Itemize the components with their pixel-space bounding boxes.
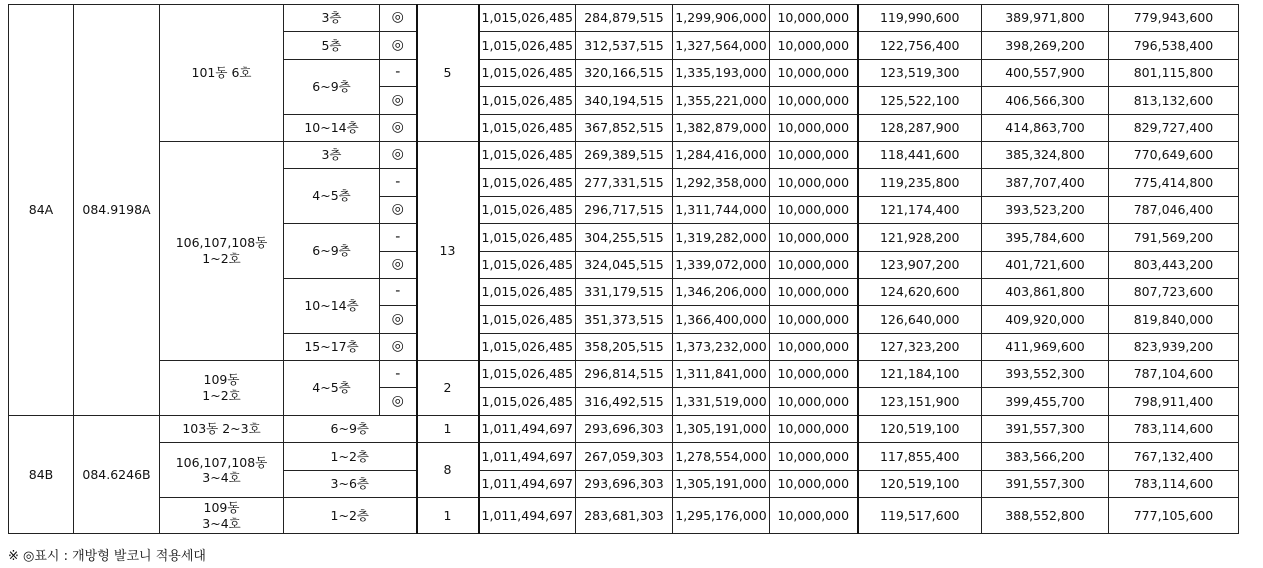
building-unit: 109동 3~4호 (160, 498, 284, 534)
floor-range: 6~9층 (284, 224, 380, 279)
balcony-mark: ◎ (380, 333, 417, 360)
price-cell: 819,840,000 (1109, 306, 1239, 333)
price-cell: 791,569,200 (1109, 224, 1239, 251)
price-cell: 120,519,100 (858, 415, 982, 442)
price-cell: 10,000,000 (770, 333, 858, 360)
balcony-mark: ◎ (380, 196, 417, 223)
price-cell: 1,015,026,485 (479, 306, 576, 333)
price-cell: 401,721,600 (982, 251, 1109, 278)
price-cell: 1,015,026,485 (479, 361, 576, 388)
price-cell: 393,523,200 (982, 196, 1109, 223)
price-cell: 779,943,600 (1109, 5, 1239, 32)
price-cell: 1,346,206,000 (673, 278, 770, 305)
price-cell: 10,000,000 (770, 470, 858, 497)
price-cell: 10,000,000 (770, 361, 858, 388)
price-cell: 783,114,600 (1109, 415, 1239, 442)
balcony-footnote: ※ ◎표시 : 개방형 발코니 적용세대 (8, 549, 206, 564)
price-cell: 10,000,000 (770, 415, 858, 442)
price-cell: 296,814,515 (576, 361, 673, 388)
price-cell: 787,104,600 (1109, 361, 1239, 388)
price-cell: 126,640,000 (858, 306, 982, 333)
price-cell: 277,331,515 (576, 169, 673, 196)
price-cell: 385,324,800 (982, 141, 1109, 168)
price-cell: 1,355,221,000 (673, 87, 770, 114)
table-row (9, 415, 1239, 442)
price-cell: 1,305,191,000 (673, 415, 770, 442)
floor-range: 15~17층 (284, 333, 380, 360)
price-cell: 1,011,494,697 (479, 443, 576, 470)
price-cell: 391,557,300 (982, 470, 1109, 497)
price-cell: 388,552,800 (982, 498, 1109, 534)
price-cell: 10,000,000 (770, 114, 858, 141)
price-cell: 1,319,282,000 (673, 224, 770, 251)
price-cell: 296,717,515 (576, 196, 673, 223)
model-code: 084.9198A (74, 5, 160, 416)
price-cell: 127,323,200 (858, 333, 982, 360)
table-row (9, 5, 1239, 32)
price-cell: 331,179,515 (576, 278, 673, 305)
price-cell: 122,756,400 (858, 32, 982, 59)
price-cell: 400,557,900 (982, 59, 1109, 86)
housing-type: 84A (9, 5, 74, 416)
price-cell: 1,015,026,485 (479, 5, 576, 32)
price-cell: 293,696,303 (576, 470, 673, 497)
price-cell: 10,000,000 (770, 87, 858, 114)
price-cell: 403,861,800 (982, 278, 1109, 305)
price-cell: 1,015,026,485 (479, 251, 576, 278)
price-cell: 1,382,879,000 (673, 114, 770, 141)
price-cell: 783,114,600 (1109, 470, 1239, 497)
price-cell: 399,455,700 (982, 388, 1109, 415)
price-cell: 1,011,494,697 (479, 415, 576, 442)
table-row (9, 443, 1239, 470)
price-cell: 1,335,193,000 (673, 59, 770, 86)
price-cell: 813,132,600 (1109, 87, 1239, 114)
floor-range: 6~9층 (284, 415, 417, 442)
unit-count: 2 (417, 361, 479, 416)
price-cell: 121,184,100 (858, 361, 982, 388)
balcony-mark: ◎ (380, 32, 417, 59)
price-cell: 777,105,600 (1109, 498, 1239, 534)
unit-count: 1 (417, 415, 479, 442)
price-cell: 121,928,200 (858, 224, 982, 251)
price-cell: 1,284,416,000 (673, 141, 770, 168)
price-cell: 395,784,600 (982, 224, 1109, 251)
building-unit: 106,107,108동 3~4호 (160, 443, 284, 498)
price-cell: 324,045,515 (576, 251, 673, 278)
balcony-mark: - (380, 224, 417, 251)
price-cell: 283,681,303 (576, 498, 673, 534)
price-cell: 796,538,400 (1109, 32, 1239, 59)
price-cell: 1,311,744,000 (673, 196, 770, 223)
price-cell: 823,939,200 (1109, 333, 1239, 360)
price-cell: 10,000,000 (770, 5, 858, 32)
price-cell: 767,132,400 (1109, 443, 1239, 470)
price-cell: 10,000,000 (770, 498, 858, 534)
price-cell: 10,000,000 (770, 443, 858, 470)
price-cell: 1,015,026,485 (479, 32, 576, 59)
price-cell: 358,205,515 (576, 333, 673, 360)
price-cell: 124,620,600 (858, 278, 982, 305)
building-unit: 106,107,108동 1~2호 (160, 141, 284, 360)
balcony-mark: ◎ (380, 5, 417, 32)
price-cell: 117,855,400 (858, 443, 982, 470)
balcony-mark: - (380, 59, 417, 86)
unit-count: 1 (417, 498, 479, 534)
price-cell: 393,552,300 (982, 361, 1109, 388)
unit-count: 13 (417, 141, 479, 360)
floor-range: 5층 (284, 32, 380, 59)
price-cell: 10,000,000 (770, 251, 858, 278)
price-cell: 118,441,600 (858, 141, 982, 168)
price-cell: 1,015,026,485 (479, 196, 576, 223)
price-cell: 10,000,000 (770, 32, 858, 59)
price-cell: 119,990,600 (858, 5, 982, 32)
floor-range: 10~14층 (284, 114, 380, 141)
price-cell: 119,517,600 (858, 498, 982, 534)
price-cell: 10,000,000 (770, 388, 858, 415)
table-row (9, 498, 1239, 534)
price-cell: 10,000,000 (770, 306, 858, 333)
building-unit: 103동 2~3호 (160, 415, 284, 442)
price-cell: 269,389,515 (576, 141, 673, 168)
balcony-mark: ◎ (380, 141, 417, 168)
price-cell: 409,920,000 (982, 306, 1109, 333)
price-cell: 1,015,026,485 (479, 141, 576, 168)
unit-count: 8 (417, 443, 479, 498)
price-cell: 1,295,176,000 (673, 498, 770, 534)
price-cell: 123,519,300 (858, 59, 982, 86)
price-cell: 411,969,600 (982, 333, 1109, 360)
floor-range: 3층 (284, 5, 380, 32)
price-cell: 787,046,400 (1109, 196, 1239, 223)
price-cell: 398,269,200 (982, 32, 1109, 59)
table-row (9, 361, 1239, 388)
floor-range: 4~5층 (284, 361, 380, 416)
price-cell: 798,911,400 (1109, 388, 1239, 415)
price-cell: 121,174,400 (858, 196, 982, 223)
price-cell: 10,000,000 (770, 196, 858, 223)
building-unit: 101동 6호 (160, 5, 284, 142)
price-cell: 391,557,300 (982, 415, 1109, 442)
floor-range: 10~14층 (284, 278, 380, 333)
price-cell: 829,727,400 (1109, 114, 1239, 141)
price-cell: 267,059,303 (576, 443, 673, 470)
unit-count: 5 (417, 5, 479, 142)
price-cell: 304,255,515 (576, 224, 673, 251)
housing-type: 84B (9, 415, 74, 533)
balcony-mark: ◎ (380, 114, 417, 141)
floor-range: 4~5층 (284, 169, 380, 224)
price-cell: 1,292,358,000 (673, 169, 770, 196)
price-cell: 770,649,600 (1109, 141, 1239, 168)
floor-range: 1~2층 (284, 498, 417, 534)
price-cell: 1,011,494,697 (479, 498, 576, 534)
price-cell: 10,000,000 (770, 224, 858, 251)
price-cell: 293,696,303 (576, 415, 673, 442)
price-cell: 120,519,100 (858, 470, 982, 497)
price-cell: 1,015,026,485 (479, 87, 576, 114)
floor-range: 3~6층 (284, 470, 417, 497)
price-cell: 406,566,300 (982, 87, 1109, 114)
price-cell: 10,000,000 (770, 141, 858, 168)
price-cell: 10,000,000 (770, 59, 858, 86)
price-cell: 1,015,026,485 (479, 169, 576, 196)
price-cell: 1,305,191,000 (673, 470, 770, 497)
balcony-mark: ◎ (380, 251, 417, 278)
price-cell: 351,373,515 (576, 306, 673, 333)
price-cell: 1,015,026,485 (479, 278, 576, 305)
balcony-mark: ◎ (380, 87, 417, 114)
price-cell: 10,000,000 (770, 169, 858, 196)
price-cell: 775,414,800 (1109, 169, 1239, 196)
balcony-mark: ◎ (380, 388, 417, 415)
price-cell: 1,015,026,485 (479, 388, 576, 415)
price-cell: 316,492,515 (576, 388, 673, 415)
price-cell: 312,537,515 (576, 32, 673, 59)
price-cell: 123,907,200 (858, 251, 982, 278)
price-cell: 1,278,554,000 (673, 443, 770, 470)
price-cell: 119,235,800 (858, 169, 982, 196)
price-cell: 320,166,515 (576, 59, 673, 86)
price-cell: 367,852,515 (576, 114, 673, 141)
price-cell: 1,015,026,485 (479, 114, 576, 141)
price-cell: 340,194,515 (576, 87, 673, 114)
price-cell: 414,863,700 (982, 114, 1109, 141)
floor-range: 6~9층 (284, 59, 380, 114)
balcony-mark: - (380, 169, 417, 196)
price-cell: 803,443,200 (1109, 251, 1239, 278)
price-cell: 128,287,900 (858, 114, 982, 141)
unit-price-table (8, 4, 1239, 534)
table-row (9, 141, 1239, 168)
price-cell: 1,366,400,000 (673, 306, 770, 333)
floor-range: 1~2층 (284, 443, 417, 470)
price-cell: 1,015,026,485 (479, 59, 576, 86)
price-cell: 389,971,800 (982, 5, 1109, 32)
price-cell: 383,566,200 (982, 443, 1109, 470)
model-code: 084.6246B (74, 415, 160, 533)
price-cell: 387,707,400 (982, 169, 1109, 196)
price-cell: 1,373,232,000 (673, 333, 770, 360)
floor-range: 3층 (284, 141, 380, 168)
balcony-mark: - (380, 361, 417, 388)
price-cell: 1,015,026,485 (479, 224, 576, 251)
price-cell: 1,331,519,000 (673, 388, 770, 415)
price-cell: 123,151,900 (858, 388, 982, 415)
price-cell: 1,015,026,485 (479, 333, 576, 360)
price-cell: 10,000,000 (770, 278, 858, 305)
price-cell: 284,879,515 (576, 5, 673, 32)
building-unit: 109동 1~2호 (160, 361, 284, 416)
price-cell: 807,723,600 (1109, 278, 1239, 305)
price-cell: 125,522,100 (858, 87, 982, 114)
price-cell: 1,299,906,000 (673, 5, 770, 32)
price-cell: 1,327,564,000 (673, 32, 770, 59)
balcony-mark: ◎ (380, 306, 417, 333)
price-cell: 1,011,494,697 (479, 470, 576, 497)
balcony-mark: - (380, 278, 417, 305)
price-cell: 1,339,072,000 (673, 251, 770, 278)
price-cell: 801,115,800 (1109, 59, 1239, 86)
price-cell: 1,311,841,000 (673, 361, 770, 388)
